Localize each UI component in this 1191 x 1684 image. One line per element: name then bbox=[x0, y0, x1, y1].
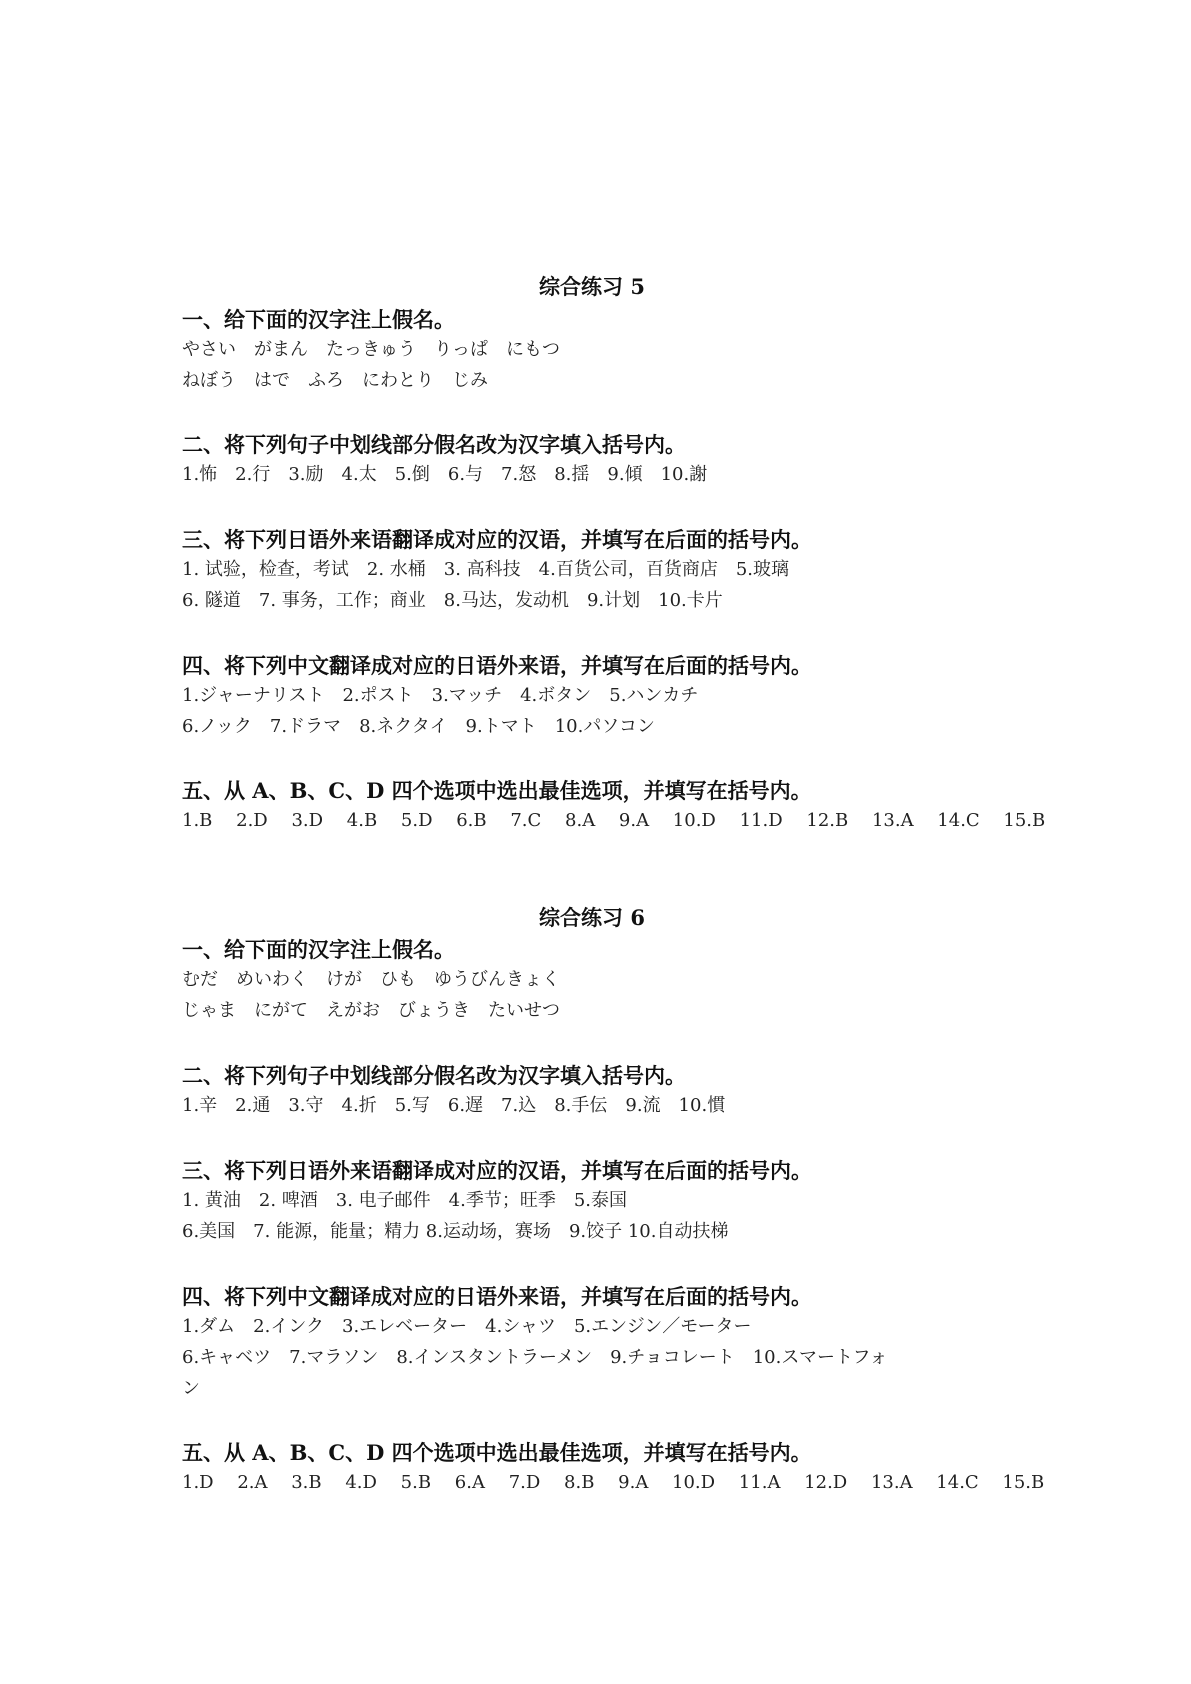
answer-line: 6. 隧道 7. 事务，工作；商业 8.马达，发动机 9.计划 10.卡片 bbox=[182, 590, 723, 611]
answer-line: 6.ノック 7.ドラマ 8.ネクタイ 9.トマト 10.パソコン bbox=[182, 716, 655, 737]
section-heading: 四、将下列中文翻译成对应的日语外来语，并填写在后面的括号内。 bbox=[182, 1284, 812, 1309]
answer-line: 6.美国 7. 能源，能量；精力 8.运动场，赛场 9.饺子 10.自动扶梯 bbox=[182, 1221, 729, 1242]
answer-line: 1.B 2.D 3.D 4.B 5.D 6.B 7.C 8.A 9.A 10.D 11.D 12.B 13.A 14.C 15.B bbox=[182, 810, 1046, 831]
answer-line: 1.怖 2.行 3.励 4.太 5.倒 6.与 7.怒 8.揺 9.傾 10.謝 bbox=[182, 464, 708, 485]
answer-line: やさい がまん たっきゅう りっぱ にもつ bbox=[182, 339, 560, 360]
answer-line: 1.D 2.A 3.B 4.D 5.B 6.A 7.D 8.B 9.A 10.D 11.A 12.D 13.A 14.C 15.B bbox=[182, 1472, 1045, 1493]
answer-line: じゃま にがて えがお びょうき たいせつ bbox=[182, 1000, 560, 1021]
answer-line: 1. 黄油 2. 啤酒 3. 电子邮件 4.季节；旺季 5.泰国 bbox=[182, 1190, 628, 1211]
answer-line: 1.ジャーナリスト 2.ポスト 3.マッチ 4.ボタン 5.ハンカチ bbox=[182, 685, 699, 706]
exercise-title: 综合练习 5 bbox=[539, 274, 645, 299]
section-heading: 一、给下面的汉字注上假名。 bbox=[182, 307, 455, 332]
section-heading: 二、将下列句子中划线部分假名改为汉字填入括号内。 bbox=[182, 432, 686, 457]
exercise-title: 综合练习 6 bbox=[539, 905, 645, 930]
answer-line: 1.辛 2.通 3.守 4.折 5.写 6.遅 7.込 8.手伝 9.流 10.慣 bbox=[182, 1095, 726, 1116]
answer-line: 1. 试验，检查，考试 2. 水桶 3. 高科技 4.百货公司，百货商店 5.玻璃 bbox=[182, 559, 790, 580]
answer-line: 1.ダム 2.インク 3.エレベーター 4.シャツ 5.エンジン／モーター bbox=[182, 1316, 752, 1337]
section-heading: 五、从 A、B、C、D 四个选项中选出最佳选项，并填写在括号内。 bbox=[182, 1440, 812, 1465]
answer-line: ン bbox=[182, 1378, 200, 1399]
section-heading: 四、将下列中文翻译成对应的日语外来语，并填写在后面的括号内。 bbox=[182, 653, 812, 678]
section-heading: 五、从 A、B、C、D 四个选项中选出最佳选项，并填写在括号内。 bbox=[182, 778, 812, 803]
answer-line: ねぼう はで ふろ にわとり じみ bbox=[182, 370, 488, 391]
section-heading: 二、将下列句子中划线部分假名改为汉字填入括号内。 bbox=[182, 1063, 686, 1088]
section-heading: 三、将下列日语外来语翻译成对应的汉语，并填写在后面的括号内。 bbox=[182, 527, 812, 552]
section-heading: 三、将下列日语外来语翻译成对应的汉语，并填写在后面的括号内。 bbox=[182, 1158, 812, 1183]
answer-line: 6.キャベツ 7.マラソン 8.インスタントラーメン 9.チョコレート 10.スマートフォ bbox=[182, 1347, 888, 1368]
answer-line: むだ めいわく けが ひも ゆうびんきょく bbox=[182, 969, 560, 990]
section-heading: 一、给下面的汉字注上假名。 bbox=[182, 937, 455, 962]
